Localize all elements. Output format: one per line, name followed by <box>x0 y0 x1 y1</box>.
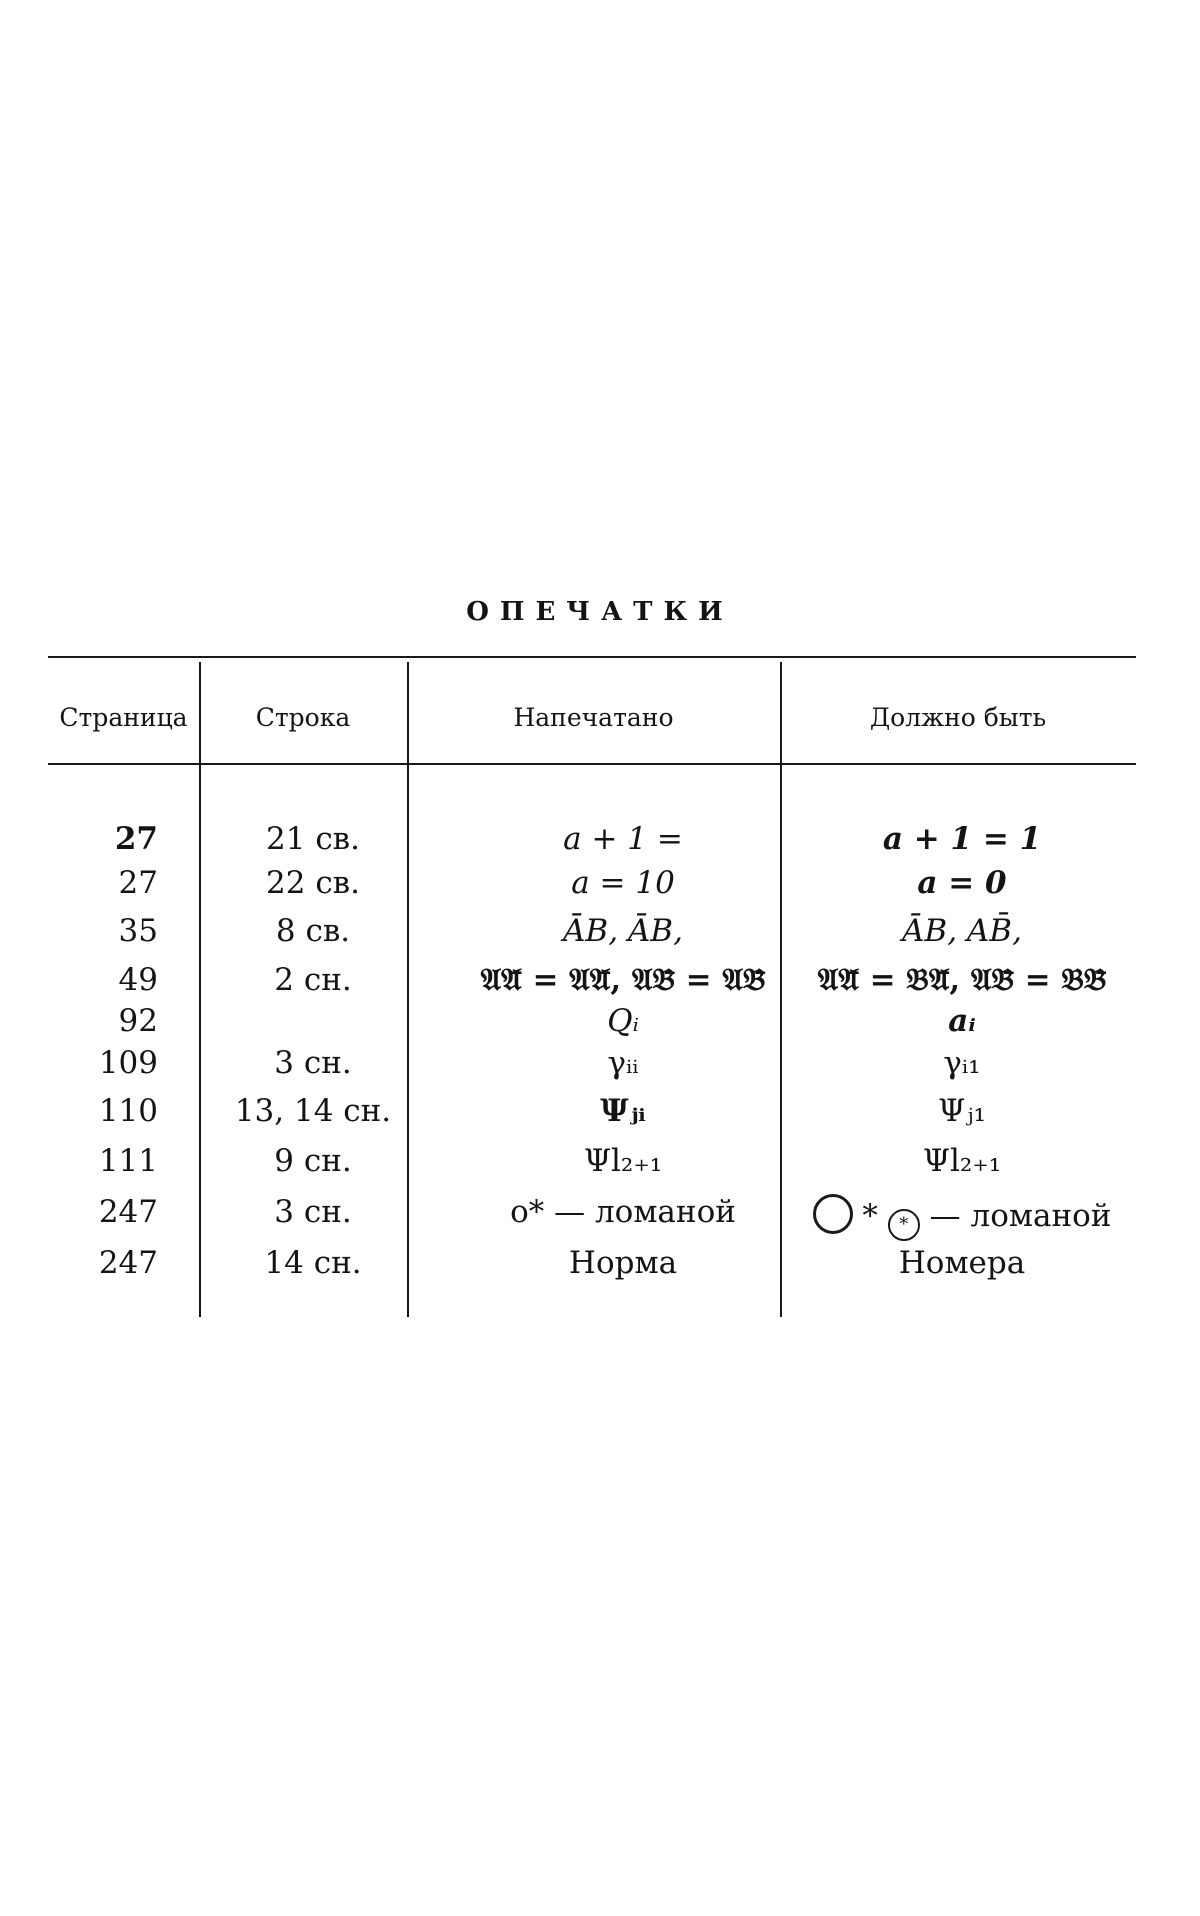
line-ref: 13, 14 сн. <box>234 1093 392 1129</box>
printed-text: ĀB, ĀB, <box>563 913 683 949</box>
line-ref: 22 св. <box>266 865 360 901</box>
page-number: 109 <box>98 1045 158 1081</box>
correct-text: 𝔄𝔄̄ = 𝔅𝔄̄, 𝔄𝔅̄ = 𝔅𝔅̄ <box>817 962 1107 998</box>
printed-text: Ψl₂₊₁ <box>583 1143 663 1179</box>
page-number: 247 <box>98 1194 158 1230</box>
correct-text: a + 1 = 1 <box>882 821 1042 857</box>
printed-text: Qᵢ <box>607 1003 639 1039</box>
line-ref: 3 сн. <box>274 1045 352 1081</box>
table-row <box>48 865 1136 911</box>
column-header-correct: Должно быть <box>869 703 1047 732</box>
column-header-page: Страница <box>59 703 188 732</box>
large-circle-icon <box>813 1194 853 1234</box>
printed-text: γᵢᵢ <box>607 1045 639 1081</box>
star-symbol: * <box>862 1198 878 1234</box>
correct-text: ĀB, AB̄, <box>902 913 1022 949</box>
circled-star-icon: * <box>888 1209 920 1241</box>
table-row <box>48 1045 1136 1091</box>
printed-text: Ψⱼᵢ <box>600 1093 646 1129</box>
errata-table <box>48 656 1136 1321</box>
line-ref: 2 сн. <box>274 962 352 998</box>
correct-text: a = 0 <box>917 865 1007 901</box>
printed-text: 𝔄𝔄̄ = 𝔄𝔄̄, 𝔄𝔅̄ = 𝔄𝔅̄ <box>480 962 766 998</box>
page-number: 27 <box>118 865 158 901</box>
page-title: ОПЕЧАТКИ <box>466 597 734 627</box>
table-row <box>48 1245 1136 1291</box>
page-number: 247 <box>98 1245 158 1281</box>
table-row <box>48 1003 1136 1049</box>
page-number: 110 <box>98 1093 158 1129</box>
printed-text: a + 1 = <box>563 821 683 857</box>
table-header-rule <box>48 763 1136 765</box>
correct-text: γᵢ₁ <box>943 1045 981 1081</box>
line-ref: 9 сн. <box>274 1143 352 1179</box>
page-number: 27 <box>114 821 158 857</box>
correct-text: Номера <box>898 1245 1026 1281</box>
correct-text: Ψⱼ₁ <box>938 1093 986 1129</box>
table-row <box>48 962 1136 1008</box>
printed-text: o* — ломаной <box>510 1194 736 1230</box>
correct-text <box>788 1194 1136 1241</box>
page-number: 92 <box>118 1003 158 1039</box>
line-ref: 3 сн. <box>274 1194 352 1230</box>
table-row <box>48 913 1136 959</box>
table-top-rule <box>48 656 1136 658</box>
correct-text: Ψl₂₊₁ <box>922 1143 1002 1179</box>
correct-text-suffix: — ломаной <box>929 1198 1112 1234</box>
table-row <box>48 1143 1136 1189</box>
printed-text: Норма <box>568 1245 678 1281</box>
table-row <box>48 1194 1136 1240</box>
table-row <box>48 1093 1136 1139</box>
page-number: 111 <box>98 1143 158 1179</box>
line-ref: 8 св. <box>275 913 351 949</box>
column-header-printed: Напечатано <box>513 703 674 732</box>
correct-text: aᵢ <box>948 1003 976 1039</box>
column-header-line: Строка <box>255 703 351 732</box>
line-ref: 14 сн. <box>264 1245 362 1281</box>
table-row <box>48 821 1136 867</box>
line-ref: 21 св. <box>266 821 360 857</box>
page-number: 49 <box>118 962 158 998</box>
printed-text: a = 10 <box>571 865 675 901</box>
page-number: 35 <box>118 913 158 949</box>
